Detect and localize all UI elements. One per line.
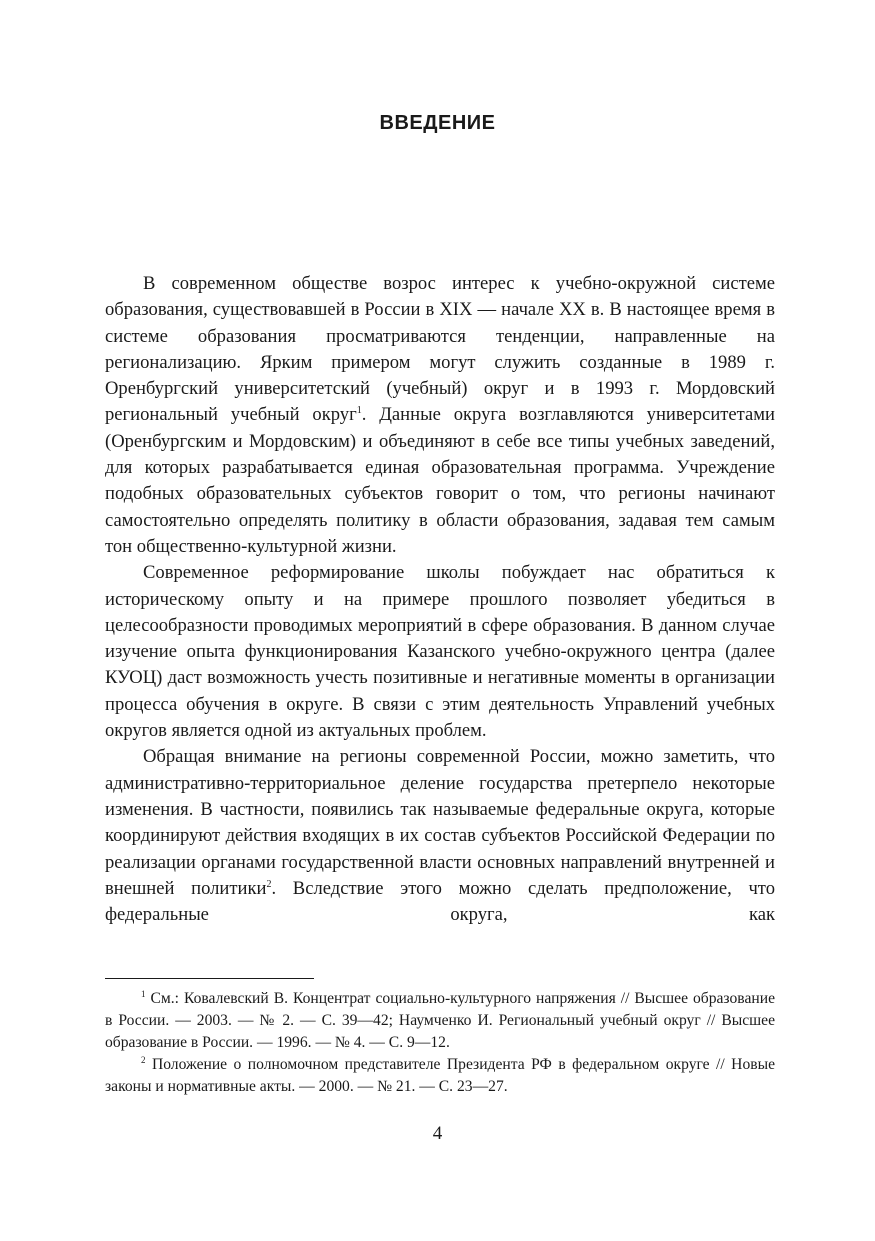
- footnote-1-marker: 1: [141, 989, 146, 999]
- paragraph-1: [105, 271, 775, 560]
- footnotes: [105, 988, 775, 1098]
- footnote-2-marker: 2: [141, 1055, 146, 1065]
- paragraph-2: Современное реформирование школы побуждает нас обратиться к историческому опыту и на примере прошлого позволяет убедиться в целесообразности проводимых мероприятий в сфере образования. В данном случае изучение опыта функционирования Казанского учебно-окружного центра (далее КУОЦ) даст возможность учесть позитивные и негативные моменты в организации процесса обучения в округе. В связи с этим деятельность Управлений учебных округов является одной из актуальных проблем.: [105, 562, 775, 742]
- paragraph-3: [105, 744, 775, 928]
- chapter-title: ВВЕДЕНИЕ: [379, 112, 496, 134]
- footnote-2-text: Положение о полномочном представителе Президента РФ в федеральном округе // Новые законы и нормативные акты. — 2000. — № 21. — С. 23—27.: [105, 1056, 775, 1095]
- paragraph-3-continued: . Вследствие этого можно сделать предположение, что федеральные округа, как: [105, 877, 775, 926]
- page-number: 4: [432, 1123, 443, 1144]
- footnote-1-text: См.: Ковалевский В. Концентрат социально-культурного напряжения // Высшее образование в России. — 2003. — № 2. — С. 39—42; Наумченко И. Региональный учебный округ // Высшее образование в России. — 1996. — № 4. — С. 9—12.: [105, 990, 775, 1051]
- footnote-2: [105, 1054, 775, 1098]
- paragraph-3-text: Обращая внимание на регионы современной России, можно заметить, что административно-территориальное деление государства претерпело некоторые изменения. В частности, появились так называемые федеральные округа, которые координируют действия входящих в их состав субъектов Российской Федерации по реализации органами государственной власти основных направлений внутренней и внешней политики: [105, 746, 775, 899]
- main-text: [105, 271, 775, 928]
- footnote-1: [105, 988, 775, 1054]
- footnote-separator: [105, 978, 314, 979]
- paragraph-1-text: В современном обществе возрос интерес к учебно-окружной системе образования, существовавшей в России в XIX — начале XX в. В настоящее время в системе образования просматриваются тенденции, направленные на регионализацию. Ярким примером могут служить созданные в 1989 г. Оренбургский университетский (учебный) округ и в 1993 г. Мордовский региональный учебный округ: [105, 273, 775, 426]
- footnote-ref-1[interactable]: 1: [356, 405, 362, 417]
- paragraph-1-continued: . Данные округа возглавляются университетами (Оренбургским и Мордовским) и объединяют в себе все типы учебных заведений, для которых разрабатывается единая образовательная программа. Учреждение подобных образовательных субъектов говорит о том, что регионы начинают самостоятельно определять политику в области образования, задавая тем самым тон общественно-культурной жизни.: [105, 404, 775, 557]
- footnote-ref-2[interactable]: 2: [266, 878, 272, 890]
